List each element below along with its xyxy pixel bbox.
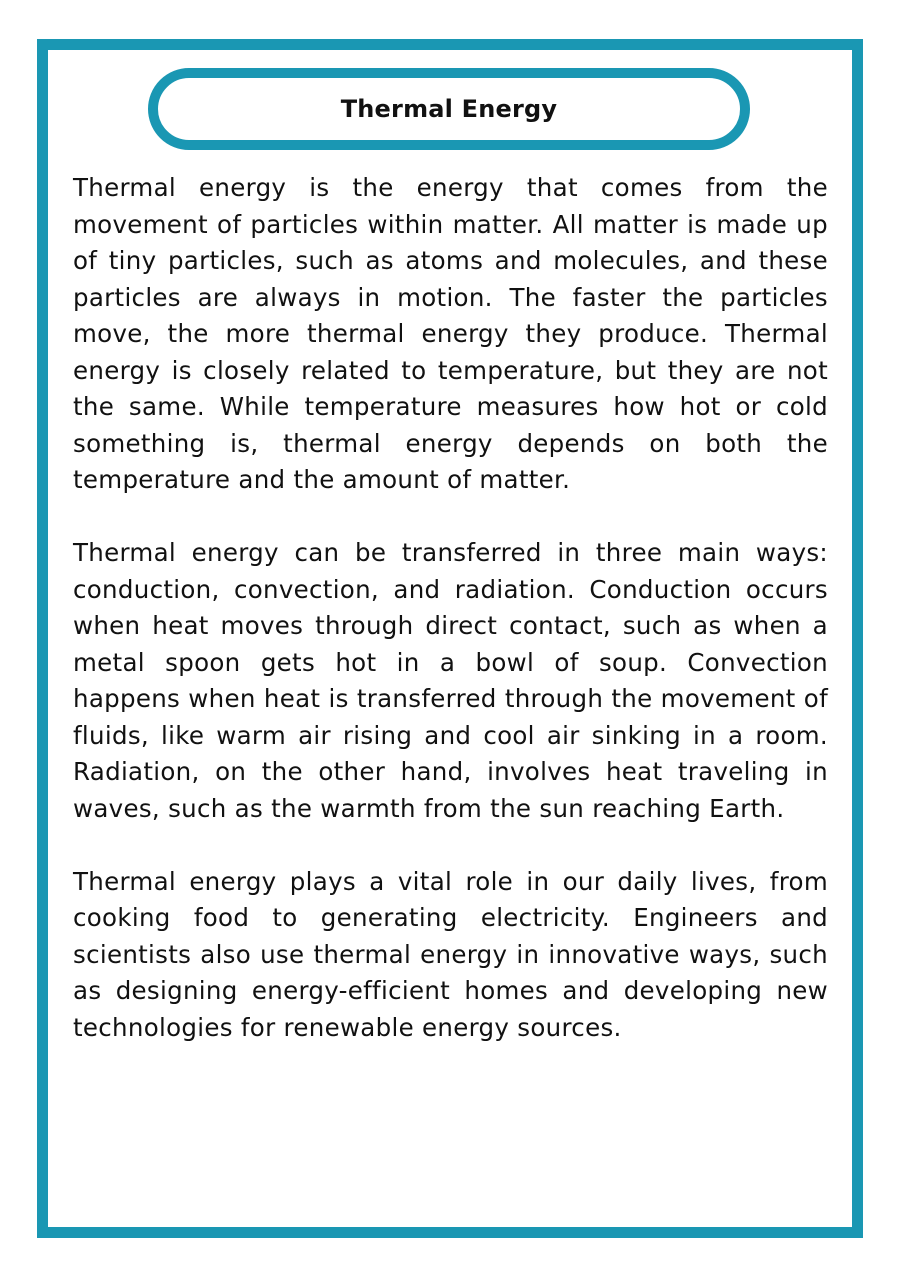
article-body <box>73 170 828 1046</box>
title-banner <box>148 68 750 150</box>
paragraph-applications: Thermal energy plays a vital role in our daily lives, from cooking food to generating electricity. Engineers and scientists also use thermal energy in innovative ways, such as designing energy-efficient homes and developing new technologies for renewable energy sources. <box>73 866 828 1042</box>
page-title: Thermal Energy <box>340 95 558 123</box>
paragraph-transfer-methods: Thermal energy can be transferred in three main ways: conduction, convection, and radiation. Conduction occurs when heat moves through direct contact, such as when a metal spoon gets hot in a bowl of soup. Convection happens when heat is transferred through the movement of fluids, like warm air rising and cool air sinking in a room. Radiation, on the other hand, involves heat traveling in waves, such as the warmth from the sun reaching Earth. <box>73 538 828 823</box>
paragraph-intro: Thermal energy is the energy that comes from the movement of particles within matter. All matter is made up of tiny particles, such as atoms and molecules, and these particles are always in motion. The faster the particles move, the more thermal energy they produce. Thermal energy is closely related to temperature, but they are not the same. While temperature measures how hot or cold something is, thermal energy depends on both the temperature and the amount of matter. <box>73 173 828 494</box>
